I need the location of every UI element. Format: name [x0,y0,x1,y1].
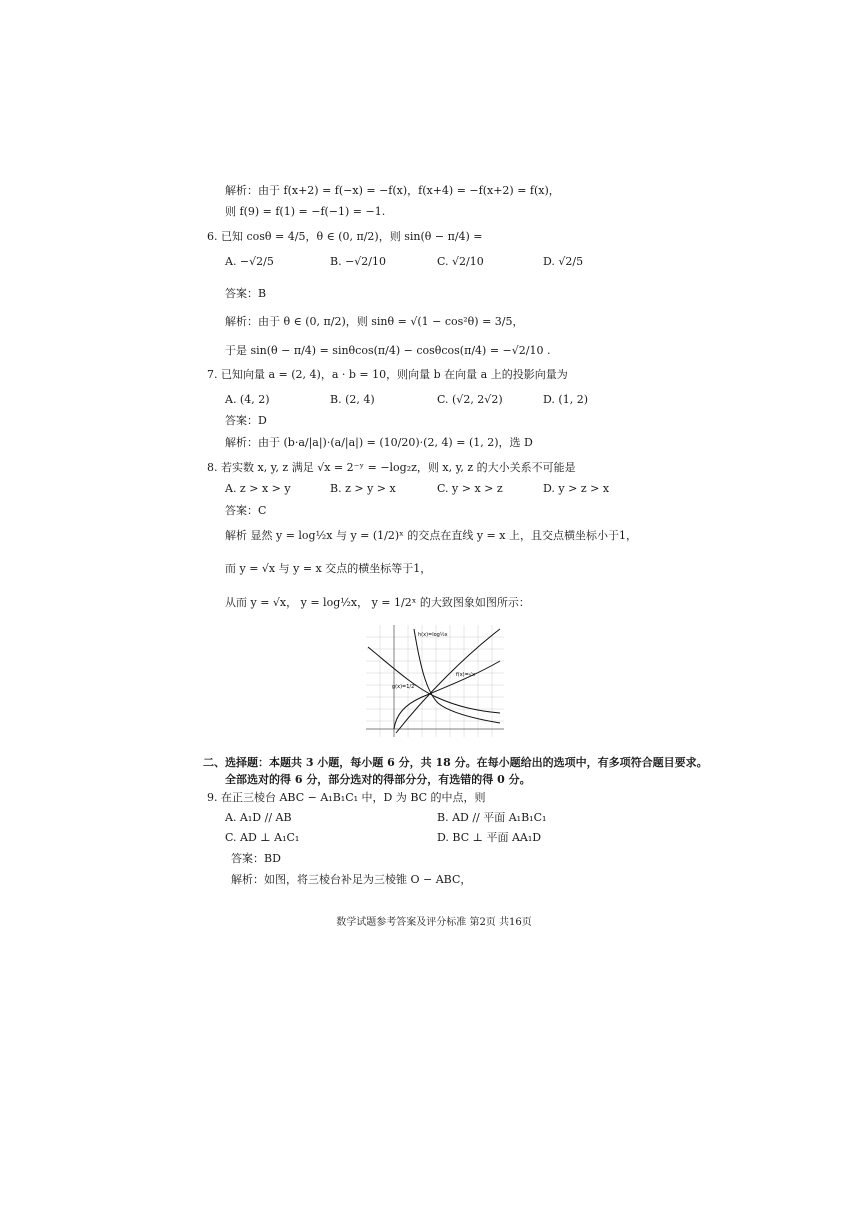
q7-option-b: B. (2, 4) [330,393,375,406]
q8-analysis-line2: 而 y = √x 与 y = x 交点的横坐标等于1， [225,562,432,575]
q6-analysis-line1: 解析：由于 θ ∈ (0, π/2)，则 sinθ = √(1 − cos²θ) = 3/5， [225,315,524,328]
q9-option-a: A. A₁D // AB [225,811,292,824]
q7-option-c: C. (√2, 2√2) [437,393,503,406]
section2-heading-line1: 二、选择题：本题共 3 小题，每小题 6 分，共 18 分。在每小题给出的选项中，有多项符合题目要求。 [203,756,708,769]
q5-analysis-line1: 解析：由于 f(x+2) = f(−x) = −f(x)，f(x+4) = −f(x+2) = f(x)， [225,184,560,197]
q9-option-d: D. BC ⊥ 平面 AA₁D [437,831,542,844]
q6-option-d: D. √2/5 [543,255,584,268]
q9-answer: 答案：BD [231,852,281,865]
label-exp: g(x)=1/2ˣ [392,684,417,690]
q7-option-d: D. (1, 2) [543,393,588,406]
label-log: h(x)=log½x [418,632,448,638]
page-footer: 数学试题参考答案及评分标准 第2页 共16页 [336,917,532,928]
q7-stem: 7. 已知向量 a = (2, 4)，a · b = 10，则向量 b 在向量 a 上的投影向量为 [207,368,568,381]
q8-option-a: A. z > x > y [225,482,291,495]
q9-option-c: C. AD ⊥ A₁C₁ [225,831,300,844]
q6-option-b: B. −√2/10 [330,255,387,268]
q5-analysis-line2: 则 f(9) = f(1) = −f(−1) = −1. [225,205,386,218]
label-sqrt: f(x)=√x [456,672,475,678]
q8-option-c: C. y > x > z [437,482,503,495]
q8-analysis-line1: 解析 显然 y = log½x 与 y = (1/2)ˣ 的交点在直线 y = x 上，且交点横坐标小于1， [225,529,637,542]
function-graph [366,625,504,737]
q9-analysis: 解析：如图，将三棱台补足为三棱锥 O − ABC， [231,873,472,886]
q9-stem: 9. 在正三棱台 ABC − A₁B₁C₁ 中，D 为 BC 的中点，则 [207,791,486,804]
q8-option-b: B. z > y > x [330,482,396,495]
q8-stem: 8. 若实数 x, y, z 满足 √x = 2⁻ʸ = −log₂z，则 x, y, z 的大小关系不可能是 [207,461,576,474]
q8-analysis-line3: 从而 y = √x， y = log½x， y = 1/2ˣ 的大致图象如图所示： [225,596,530,609]
q9-option-b: B. AD // 平面 A₁B₁C₁ [437,811,547,824]
q6-stem: 6. 已知 cosθ = 4/5，θ ∈ (0, π/2)，则 sin(θ − π/4) = [207,230,483,243]
q7-option-a: A. (4, 2) [225,393,270,406]
section2-heading-line2: 全部选对的得 6 分，部分选对的得部分分，有选错的得 0 分。 [225,773,531,786]
q6-option-a: A. −√2/5 [225,255,274,268]
q6-analysis-line2: 于是 sin(θ − π/4) = sinθcos(π/4) − cosθcos(π/4) = −√2/10 . [225,344,551,357]
q7-analysis: 解析：由于 (b·a/|a|)·(a/|a|) = (10/20)·(2, 4) = (1, 2)，选 D [225,436,533,449]
q6-answer: 答案：B [225,287,267,300]
q8-option-d: D. y > z > x [543,482,610,495]
q8-answer: 答案：C [225,504,267,517]
q7-answer: 答案：D [225,414,267,427]
q6-option-c: C. √2/10 [437,255,484,268]
